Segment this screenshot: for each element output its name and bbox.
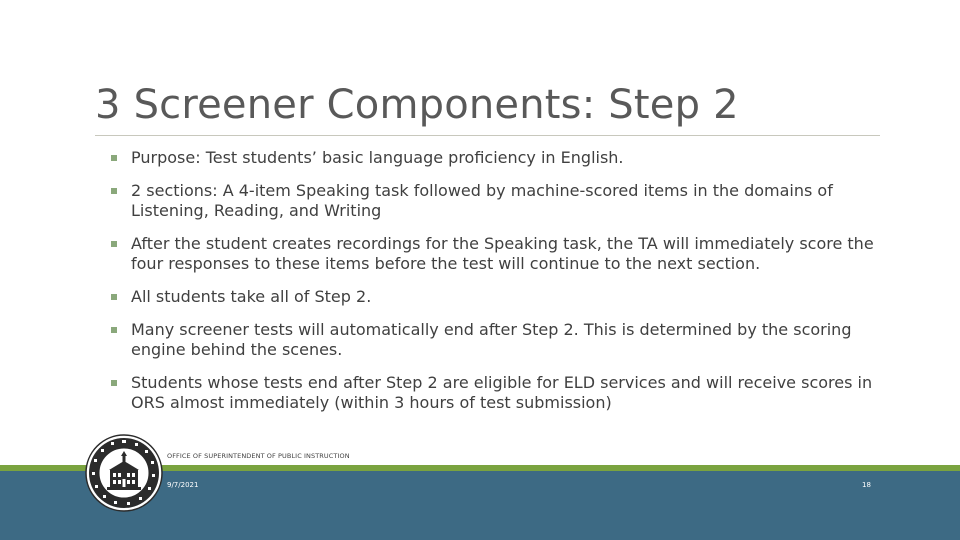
square-bullet-icon (111, 188, 117, 194)
square-bullet-icon (111, 327, 117, 333)
footer-date: 9/7/2021 (167, 481, 199, 489)
bullet-text: After the student creates recordings for the Speaking task, the TA will immediately score the four responses to these items before the test will continue to the next section. (131, 234, 874, 273)
bullet-item (111, 287, 371, 307)
footer-organization: OFFICE OF SUPERINTENDENT OF PUBLIC INSTRUCTION (167, 452, 350, 460)
bullet-item (111, 373, 881, 413)
title-divider (95, 135, 880, 136)
bullet-item (111, 181, 881, 221)
bullet-item (111, 234, 881, 274)
square-bullet-icon (111, 241, 117, 247)
square-bullet-icon (111, 294, 117, 300)
square-bullet-icon (111, 155, 117, 161)
bullet-text: 2 sections: A 4-item Speaking task followed by machine-scored items in the domains of Listening, Reading, and Writing (131, 181, 833, 220)
square-bullet-icon (111, 380, 117, 386)
page-number: 18 (862, 481, 871, 489)
bullet-text: Purpose: Test students’ basic language proficiency in English. (131, 148, 624, 167)
bullet-item (111, 320, 881, 360)
bullet-text: Many screener tests will automatically end after Step 2. This is determined by the scoring engine behind the scenes. (131, 320, 852, 359)
state-superintendent-seal-icon (85, 434, 163, 512)
slide-title: 3 Screener Components: Step 2 (95, 82, 739, 128)
bullet-item (111, 148, 624, 168)
bullet-text: All students take all of Step 2. (131, 287, 372, 306)
bullet-text: Students whose tests end after Step 2 are eligible for ELD services and will receive scores in ORS almost immediately (within 3 hours of test submission) (131, 373, 873, 412)
